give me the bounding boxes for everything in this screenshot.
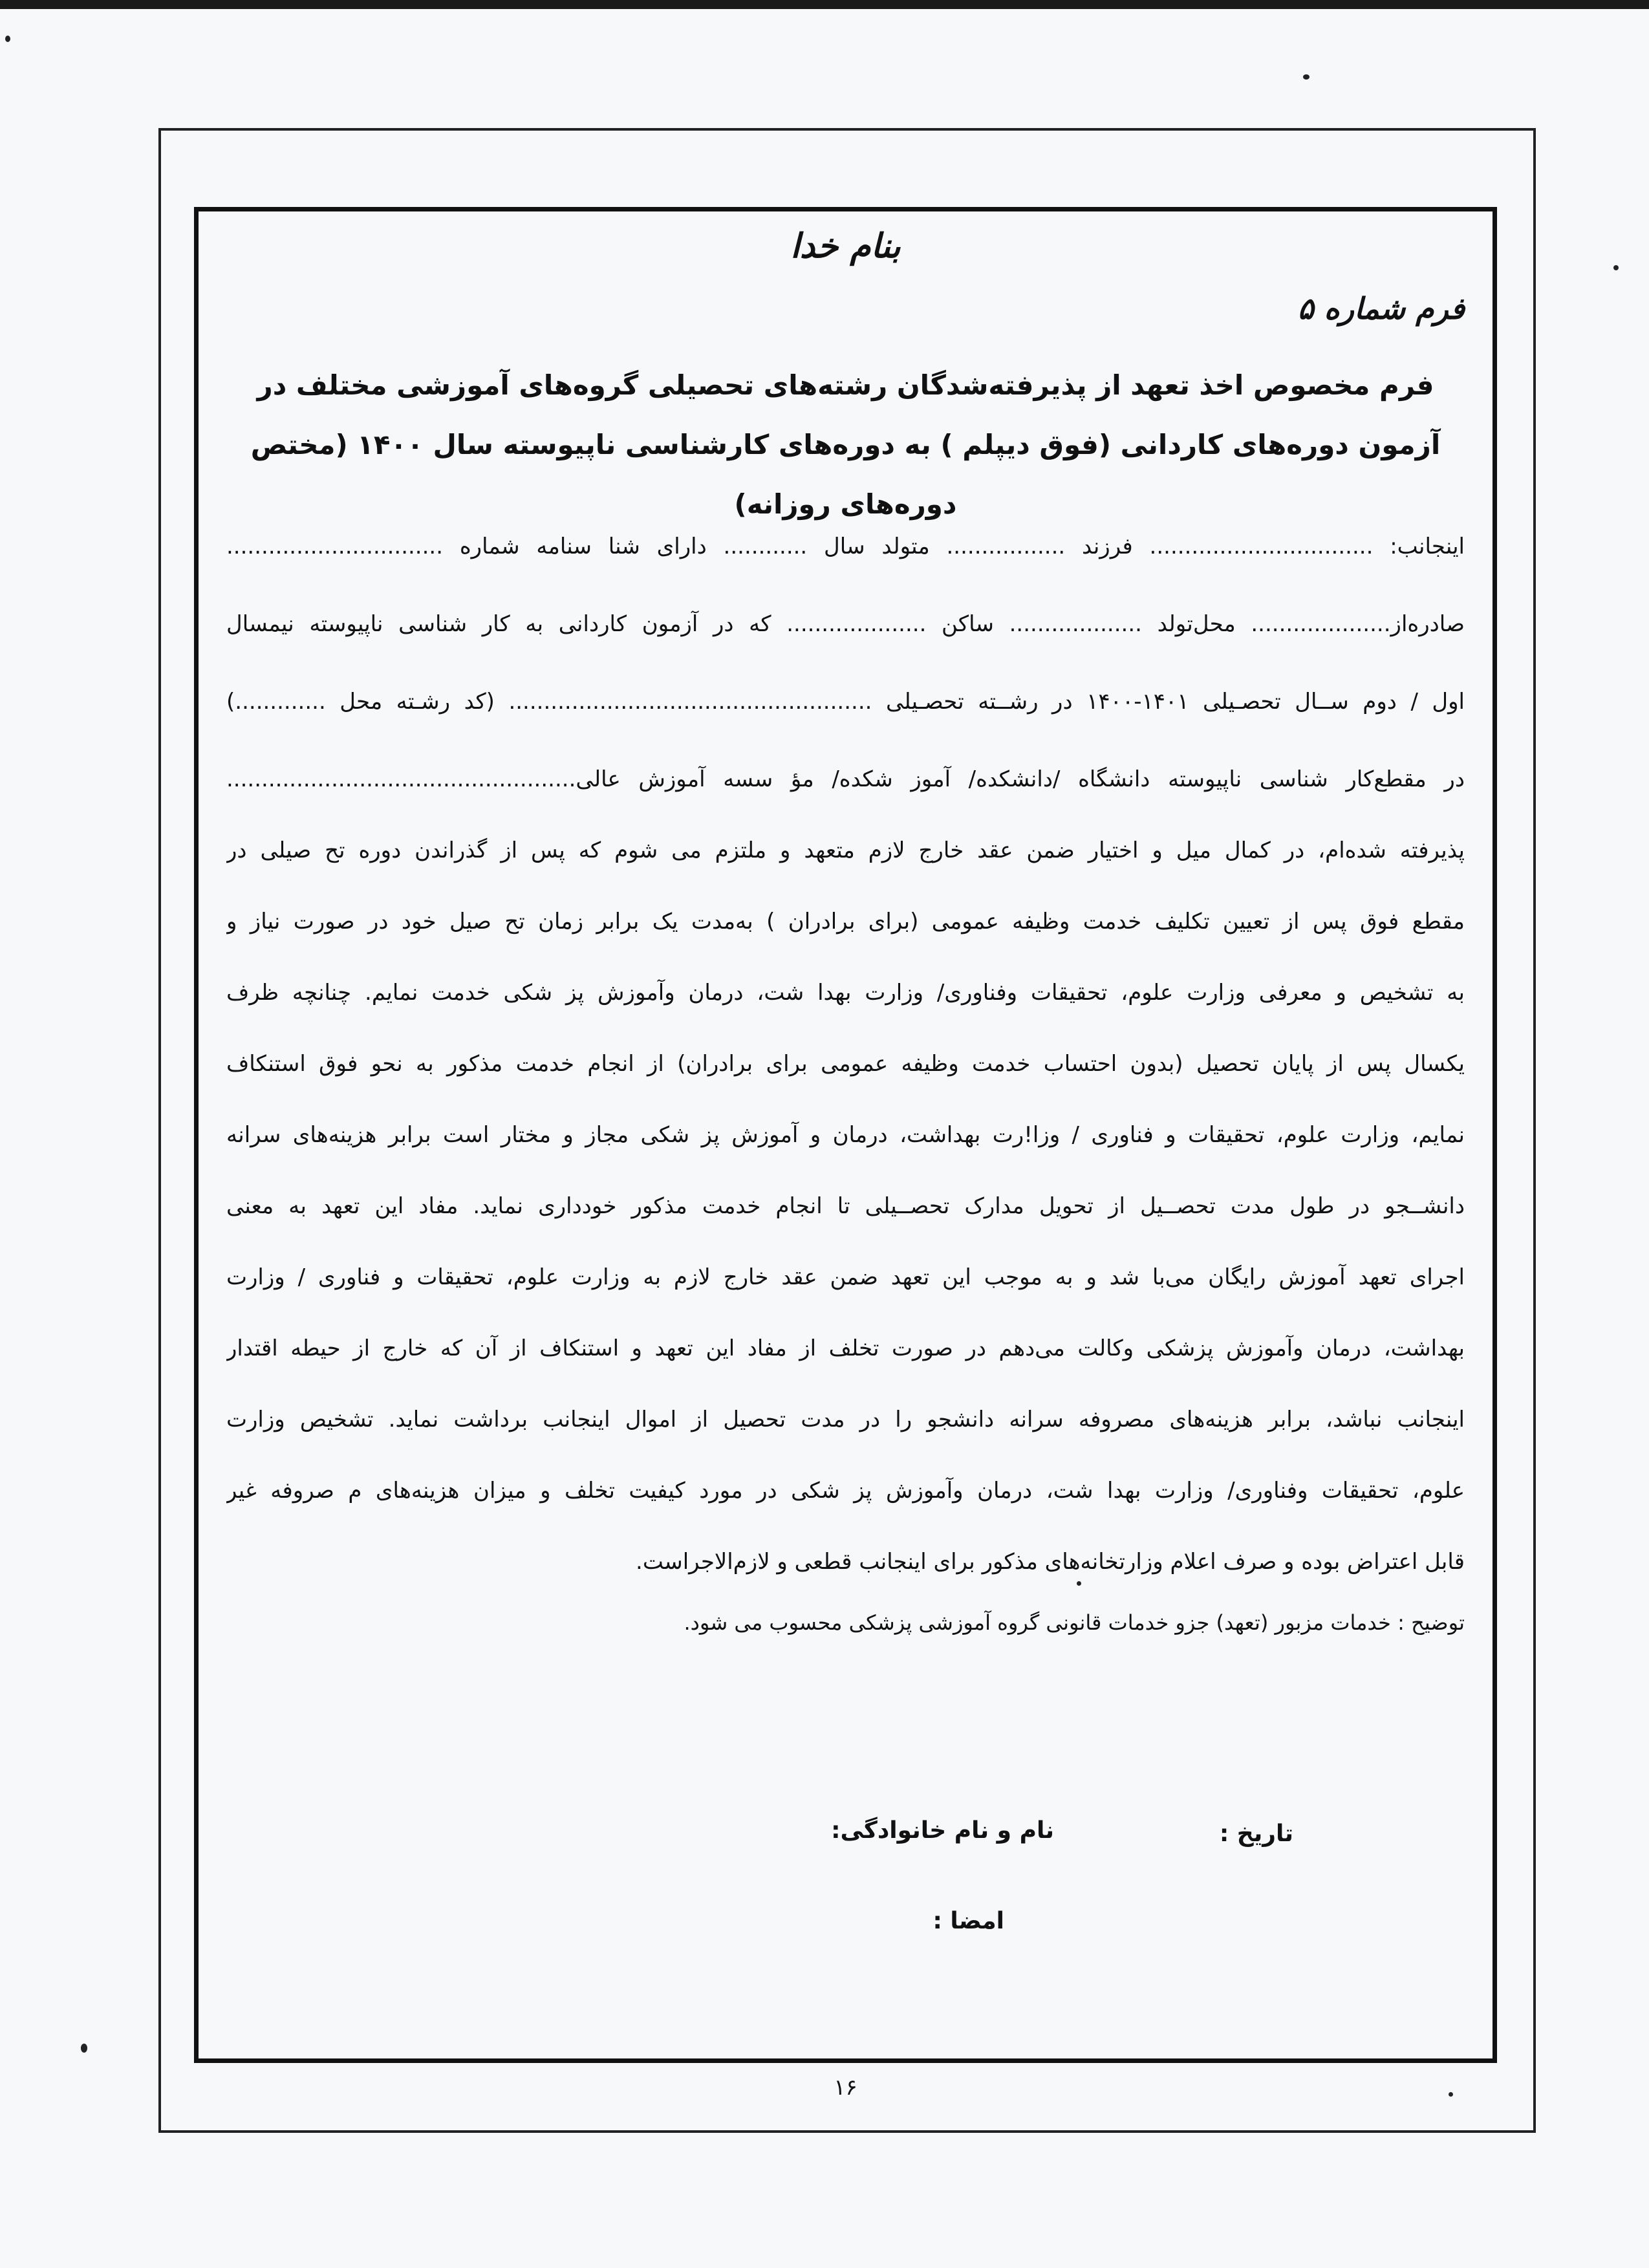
body-line: پذیرفته شده‌ام، در کمال میل و اختیار ضمن عقد خارج لازم متعهد و ملتزم می شوم که پس از گذراندن دوره تح صیلی در (226, 837, 1465, 863)
scan-speck (5, 36, 10, 42)
body-line: نمایم، وزارت علوم، تحقیقات و فناوری / وزا!رت بهداشت، درمان و آموزش پز شکی مجاز و مختار است برابر هزینه‌های سرانه (226, 1122, 1465, 1148)
scan-speck (81, 2044, 87, 2053)
body-line: یکسال پس از پایان تحصیل (بدون احتساب خدمت وظیفه عمومی برای برادران) از انجام خدمت مذکور به نحو فوق استنکاف (226, 1051, 1465, 1077)
fill-line-field: اول / دوم ســال تحصـیلی ۱۴۰۱-۱۴۰۰ در رشــته تحصـیلی .................................................... (کد رشـته محل .............) (226, 689, 1465, 715)
date-label: تاریخ : (1219, 1820, 1293, 1847)
scan-speck (1613, 265, 1619, 270)
body-line: اینجانب نباشد، برابر هزینه‌های مصروفه سرانه دانشجو را در مدت تحصیل از اموال اینجانب برداشت نماید. تشخیص وزارت (226, 1407, 1465, 1432)
form-title: فرم مخصوص اخذ تعهد از پذیرفته‌شدگان رشته‌های تحصیلی گروه‌های آموزشی مختلف در آزمون دوره‌های کاردانی (فوق دیپلم ) به دوره‌های کارشناسی ناپیوسته سال ۱۴۰۰ (مختص دوره‌های روزانه) (250, 369, 1441, 520)
basmala-heading: بنام خدا (790, 226, 901, 266)
form-content (200, 213, 1491, 2101)
fill-line-university: در مقطع‌کار شناسی ناپیوسته دانشگاه /دانشکده/ آموز شکده/ مؤ سسه آموزش عالی.................................................. (226, 766, 1465, 792)
scan-speck (1303, 74, 1310, 80)
explanation-note: توضیح : خدمات مزبور (تعهد) جزو خدمات قانونی گروه آموزشی پزشکی محسوب می شود. (684, 1610, 1465, 1635)
body-line: بهداشت، درمان وآموزش پزشکی وکالت می‌دهم در صورت تخلف از مفاد این تعهد و استنکاف از آن که خارج از حیطه اقتدار (226, 1335, 1465, 1361)
full-name-label: نام و نام خانوادگی: (831, 1817, 1054, 1844)
body-line: اجرای تعهد آموزش رایگان می‌با شد و به موجب این تعهد ضمن عقد خارج لازم به وزارت علوم، تحقیقات و فناوری / وزارت (226, 1264, 1465, 1290)
body-line: مقطع فوق پس از تعیین تکلیف خدمت وظیفه عمومی (برای برادران ) به‌مدت یک برابر زمان تح صیل خود در صورت نیاز و (226, 909, 1465, 934)
body-line: دانشــجو در طول مدت تحصــیل از تحویل مدارک تحصــیلی تا انجام خدمت مذکور خودداری نماید. مفاد این تعهد به معنی (226, 1193, 1465, 1219)
scan-top-edge (0, 0, 1649, 9)
fill-line-issue-place: صادره‌از.................... محل‌تولد ................... ساکن .................... که در آزمون کاردانی به کار شناسی ناپیوسته نیمسال (226, 611, 1465, 637)
body-line: علوم، تحقیقات وفناوری/ وزارت بهدا شت، درمان وآموزش پز شکی در مورد کیفیت تخلف و میزان هزینه‌های م صروفه غیر (226, 1478, 1465, 1504)
page-number: ۱۶ (834, 2075, 857, 2101)
body-line: به تشخیص و معرفی وزارت علوم، تحقیقات وفناوری/ وزارت بهدا شت، درمان وآموزش پز شکی خدمت نمایم. چنانچه ظرف (226, 980, 1465, 1006)
fill-line-applicant: اینجانب: ................................ فرزند ................. متولد سال ............ دارای شنا سنامه شماره ............................... (226, 534, 1465, 559)
body-line: قابل اعتراض بوده و صرف اعلام وزارتخانه‌های مذکور برای اینجانب قطعی و لازم‌الاجراست. (636, 1549, 1465, 1575)
form-number: فرم شماره ۵ (1297, 291, 1465, 326)
signature-label: امضا : (932, 1908, 1004, 1934)
